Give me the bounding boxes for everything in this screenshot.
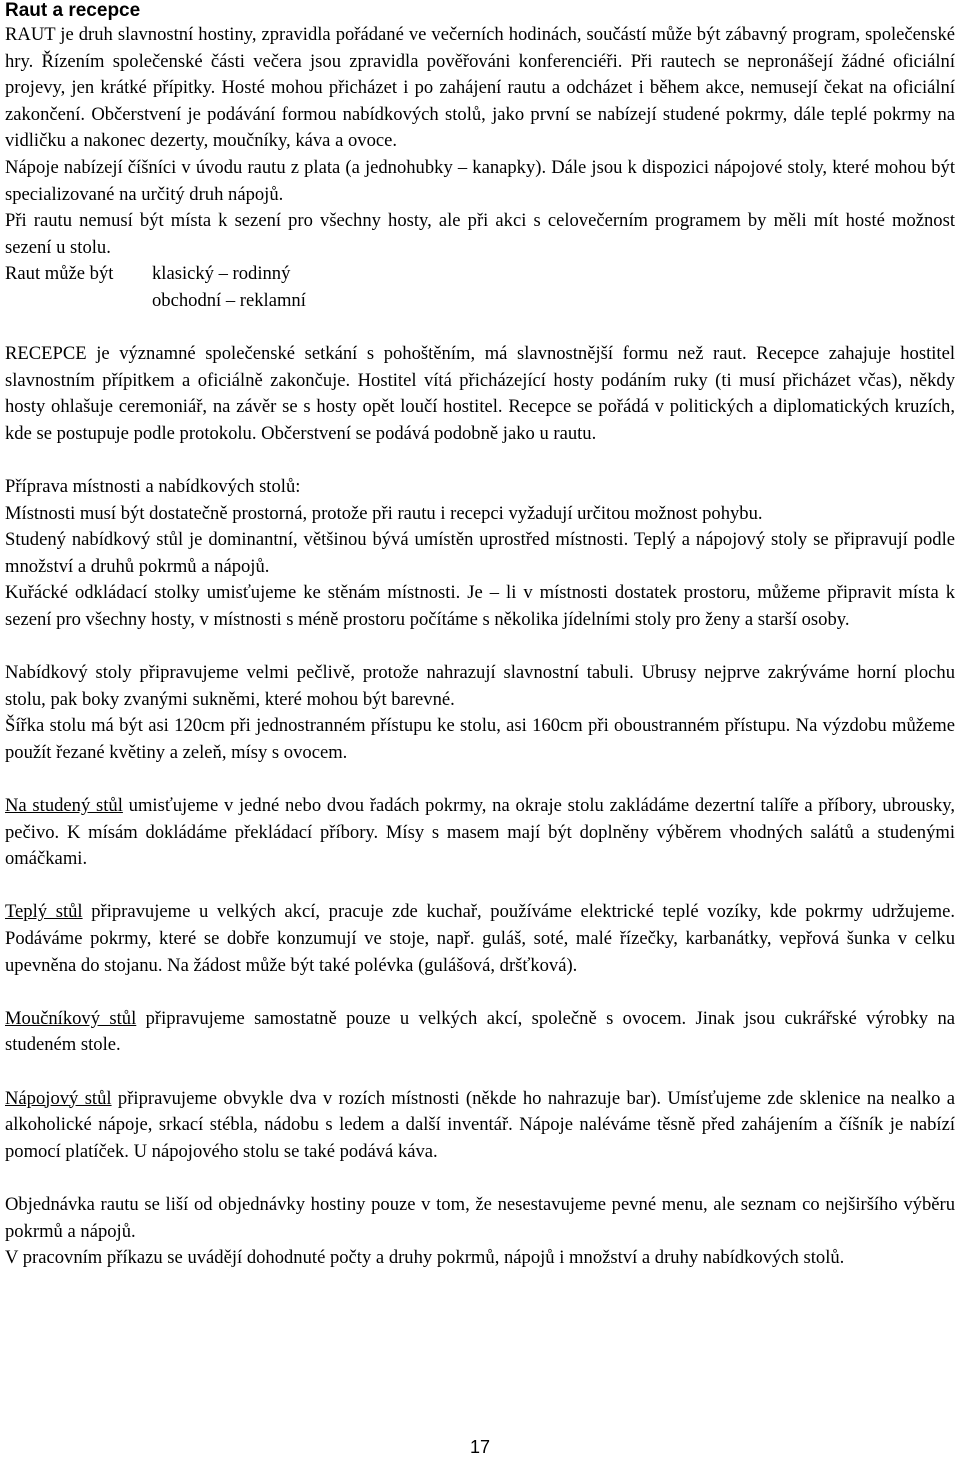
section-heading-room-prep: Příprava místnosti a nabídkových stolů:	[5, 475, 301, 497]
spacer	[5, 1059, 955, 1086]
paragraph-raut-seating: Při rautu nemusí být místa k sezení pro všechny hosty, ale při akci s celovečerním programem by měli mít hosté možnost sezení u stolu.	[5, 210, 955, 258]
warm-table-text: připravujeme u velkých akcí, pracuje zde kuchař, používáme elektrické teplé vozíky, kde pokrmy udržujeme. Podáváme pokrmy, které se dobře konzumují ve stoje, např. guláš, soté, malé řízečky, karbanátky, vepřová šunka v celku upevněna do stojanu. Na žádost může být také polévka (gulášová, dršťková).	[5, 901, 955, 976]
cold-table-text: umisťujeme v jedné nebo dvou řadách pokrmy, na okraje stolu zakládáme dezertní talíře a příbory, ubrousky, pečivo. K mísám dokládáme překládací příbory. Mísy s masem mají být doplněny výběrem vhodných salátů a studenými omáčkami.	[5, 795, 955, 870]
document-page	[5, 0, 955, 1272]
paragraph-work-order: V pracovním příkazu se uvádějí dohodnuté počty a druhy pokrmů, nápojů i množství a druhy nabídkových stolů.	[5, 1247, 845, 1269]
spacer	[5, 633, 955, 660]
raut-type-business: obchodní – reklamní	[152, 289, 306, 311]
paragraph-raut-intro: RAUT je druh slavnostní hostiny, zpravidla pořádané ve večerních hodinách, součástí může být zábavný program, společenské hry. Řízením společenské části večera jsou zpravidla pověřováni konferenciéři. Při rautech se nepronášejí žádné oficiální projevy, jen krátké přípitky. Hosté mohou přicházet i po zahájení rautu a odcházet i během akce, nemusejí čekat na oficiální zakončení. Občerstvení je podávání formou nabídkových stolů, jako první se nabízejí studené pokrmy, dále teplé pokrmy na vidličku a nakonec dezerty, moučníky, káva a ovoce.	[5, 24, 955, 152]
page-number: 17	[469, 1437, 491, 1457]
paragraph-cold-table	[5, 793, 955, 873]
spacer	[5, 314, 955, 341]
paragraph-dessert-table	[5, 1006, 955, 1059]
spacer	[5, 979, 955, 1006]
paragraph-raut-drinks: Nápoje nabízejí číšníci v úvodu rautu z plata (a jednohubky – kanapky). Dále jsou k dispozici nápojové stoly, které mohou být specializované na určitý druh nápojů.	[5, 156, 955, 205]
raut-type-family: klasický – rodinný	[152, 263, 291, 285]
paragraph-smoking-tables: Kuřácké odkládací stolky umisťujeme ke stěnám místnosti. Je – li v místnosti dostatek prostoru, můžeme připravit místa k sezení pro všechny hosty, v místnosti s méně prostoru počítáme s několika jídelními stoly pro ženy a starší osoby.	[5, 582, 955, 630]
paragraph-room-size: Místnosti musí být dostatečně prostorná, protože při rautu i recepci vyžadují určitou možnost pohybu.	[5, 502, 763, 524]
spacer	[5, 1165, 955, 1192]
spacer	[5, 766, 955, 793]
page-title: Raut a recepce	[5, 0, 141, 21]
drink-table-label: Nápojový stůl	[5, 1087, 112, 1109]
paragraph-cold-table-position: Studený nabídkový stůl je dominantní, většinou bývá umístěn uprostřed místnosti. Teplý a nápojový stoly se připravují podle množství a druhů pokrmů a nápojů.	[5, 529, 955, 577]
paragraph-tablecloths: Nabídkový stoly připravujeme velmi pečlivě, protože nahrazují slavnostní tabuli. Ubrusy nejprve zakrýváme horní plochu stolu, pak boky zvanými sukněmi, které mohou být barevné.	[5, 662, 955, 710]
drink-table-text: připravujeme obvykle dva v rozích místnosti (někde ho nahrazuje bar). Umísťujeme zde sklenice na nealko a alkoholické nápoje, srkací stébla, nádobu s ledem a další inventář. Nápoje naléváme těsně před zahájením a číšník je nabízí pomocí platíček. U nápojového stolu se také podává káva.	[5, 1087, 955, 1162]
paragraph-drink-table	[5, 1086, 955, 1166]
dessert-table-label: Moučníkový stůl	[5, 1007, 137, 1029]
dessert-table-text: připravujeme samostatně pouze u velkých akcí, společně s ovocem. Jinak jsou cukrářské výrobky na studeném stole.	[5, 1007, 956, 1056]
cold-table-label: Na studený stůl	[5, 795, 123, 817]
warm-table-label: Teplý stůl	[5, 901, 83, 923]
raut-types	[5, 261, 955, 314]
paragraph-table-width: Šířka stolu má být asi 120cm při jednostranném přístupu ke stolu, asi 160cm při oboustranném přístupu. Na výzdobu můžeme použít řezané květiny a zeleň, mísy s ovocem.	[5, 715, 955, 763]
paragraph-warm-table	[5, 899, 955, 979]
spacer	[5, 873, 955, 900]
raut-types-lead: Raut může být	[5, 263, 114, 285]
paragraph-order: Objednávka rautu se liší od objednávky hostiny pouze v tom, že nesestavujeme pevné menu, ale seznam co nejširšího výběru pokrmů a nápojů.	[5, 1193, 955, 1242]
paragraph-recepce: RECEPCE je významné společenské setkání s pohoštěním, má slavnostnější formu než raut. Recepce zahajuje hostitel slavnostním přípitkem a oficiálně zakončuje. Hostitel vítá přicházející hosty podáním ruky (ti musí přicházet včas), někdy hosty ohlašuje ceremoniář, na závěr se s hosty opět loučí hostitel. Recepce se pořádá v politických a diplomatických kruzích, kde se postupuje podle protokolu. Občerstvení se podává podobně jako u rautu.	[5, 342, 955, 444]
spacer	[5, 447, 955, 474]
